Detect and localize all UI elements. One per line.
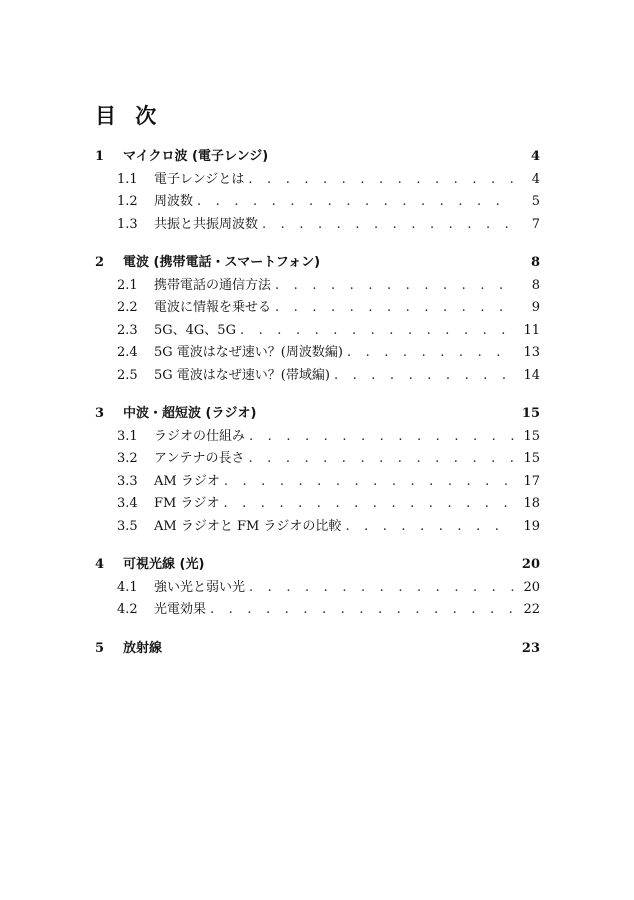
- toc-subsection-entry[interactable]: [95, 275, 540, 298]
- subsection-title: アンテナの長さ: [154, 451, 245, 466]
- toc-subsection-entry[interactable]: [95, 599, 540, 622]
- section-number: 5: [95, 640, 105, 656]
- subsection-title: 光電効果: [154, 602, 207, 617]
- section-title: マイクロ波 (電子レンジ): [123, 149, 269, 164]
- subsection-title: 電子レンジとは: [154, 171, 245, 187]
- toc-subsection-entry[interactable]: [95, 191, 540, 214]
- section-title: 可視光線 (光): [123, 557, 205, 572]
- dot-leader: [343, 342, 514, 365]
- subsection-page-number: 15: [523, 428, 540, 444]
- toc-section-2: [95, 252, 540, 387]
- dot-leader: [245, 426, 514, 449]
- subsection-number: 2.1: [117, 277, 138, 293]
- section-page-number: 4: [530, 149, 540, 164]
- subsection-page-number: 11: [523, 322, 540, 338]
- toc-subsection-entry[interactable]: [95, 493, 540, 516]
- section-page-number: 23: [521, 640, 540, 656]
- toc-subsection-entry[interactable]: [95, 577, 540, 600]
- toc-subsection-entry[interactable]: [95, 471, 540, 494]
- subsection-page-number: 19: [523, 518, 540, 534]
- toc-section-entry[interactable]: [95, 146, 540, 169]
- subsection-title: 5G 電波はなぜ速い？(帯域編): [154, 367, 330, 383]
- subsection-title: FM ラジオ: [154, 496, 220, 511]
- toc-section-5: [95, 638, 540, 661]
- subsection-title: AM ラジオと FM ラジオの比較: [154, 518, 342, 534]
- subsection-number: 3.5: [117, 518, 138, 534]
- section-title: 電波 (携帯電話・スマートフォン): [123, 255, 321, 270]
- toc-subsection-entry[interactable]: [95, 169, 540, 192]
- subsection-page-number: 13: [523, 345, 540, 360]
- toc-section-1: [95, 146, 540, 236]
- subsection-page-number: 9: [531, 300, 540, 315]
- subsection-title: 共振と共振周波数: [154, 216, 259, 232]
- toc-section-entry[interactable]: [95, 638, 540, 661]
- toc-subsection-entry[interactable]: [95, 214, 540, 237]
- dot-leader: [330, 365, 514, 388]
- section-number: 1: [95, 149, 105, 164]
- table-of-contents: [95, 146, 540, 676]
- subsection-page-number: 14: [523, 367, 540, 383]
- dot-leader: [271, 297, 514, 320]
- subsection-title: 5G 電波はなぜ速い？(周波数編): [154, 345, 343, 360]
- subsection-number: 3.4: [117, 496, 138, 511]
- dot-leader: [236, 320, 514, 343]
- subsection-title: 電波に情報を乗せる: [154, 300, 272, 315]
- dot-leader: [271, 275, 514, 298]
- subsection-number: 4.1: [117, 579, 138, 595]
- subsection-number: 2.2: [117, 300, 138, 315]
- dot-leader: [220, 471, 514, 494]
- subsection-number: 2.3: [117, 322, 138, 338]
- subsection-page-number: 15: [523, 451, 540, 466]
- section-number: 3: [95, 406, 105, 421]
- toc-section-3: [95, 403, 540, 538]
- subsection-title: ラジオの仕組み: [154, 428, 246, 444]
- subsection-number: 3.3: [117, 473, 138, 489]
- toc-subsection-entry[interactable]: [95, 342, 540, 365]
- subsection-number: 1.1: [117, 171, 138, 187]
- dot-leader: [244, 448, 514, 471]
- dot-leader: [219, 493, 514, 516]
- subsection-page-number: 22: [523, 602, 540, 617]
- subsection-number: 3.1: [117, 428, 138, 444]
- subsection-number: 2.5: [117, 367, 138, 383]
- subsection-title: 携帯電話の通信方法: [154, 277, 272, 293]
- dot-leader: [206, 599, 514, 622]
- subsection-page-number: 7: [531, 216, 540, 232]
- section-page-number: 20: [521, 557, 540, 572]
- subsection-number: 1.3: [117, 216, 138, 232]
- toc-heading: 目 次: [95, 104, 163, 128]
- section-title: 放射線: [123, 640, 163, 656]
- subsection-number: 1.2: [117, 194, 138, 209]
- subsection-page-number: 18: [523, 496, 540, 511]
- subsection-page-number: 17: [523, 473, 540, 489]
- toc-subsection-entry[interactable]: [95, 365, 540, 388]
- subsection-number: 3.2: [117, 451, 138, 466]
- toc-subsection-entry[interactable]: [95, 426, 540, 449]
- toc-subsection-entry[interactable]: [95, 448, 540, 471]
- toc-section-entry[interactable]: [95, 554, 540, 577]
- subsection-title: 5G、4G、5G: [154, 322, 236, 338]
- toc-section-entry[interactable]: [95, 403, 540, 426]
- section-page-number: 8: [530, 255, 540, 270]
- dot-leader: [193, 191, 514, 214]
- section-number: 4: [95, 557, 105, 572]
- subsection-title: 周波数: [154, 194, 194, 209]
- toc-section-4: [95, 554, 540, 622]
- subsection-title: AM ラジオ: [154, 473, 220, 489]
- toc-subsection-entry[interactable]: [95, 516, 540, 539]
- section-number: 2: [95, 255, 105, 270]
- dot-leader: [258, 214, 514, 237]
- dot-leader: [244, 169, 514, 192]
- subsection-number: 2.4: [117, 345, 138, 360]
- section-page-number: 15: [521, 406, 540, 421]
- section-title: 中波・超短波 (ラジオ): [123, 406, 257, 421]
- dot-leader: [245, 577, 514, 600]
- subsection-title: 強い光と弱い光: [154, 579, 246, 595]
- toc-subsection-entry[interactable]: [95, 297, 540, 320]
- subsection-page-number: 8: [531, 277, 540, 293]
- subsection-page-number: 4: [531, 171, 540, 187]
- subsection-page-number: 20: [523, 579, 540, 595]
- toc-subsection-entry[interactable]: [95, 320, 540, 343]
- subsection-number: 4.2: [117, 602, 138, 617]
- subsection-page-number: 5: [531, 194, 540, 209]
- toc-section-entry[interactable]: [95, 252, 540, 275]
- dot-leader: [341, 516, 514, 539]
